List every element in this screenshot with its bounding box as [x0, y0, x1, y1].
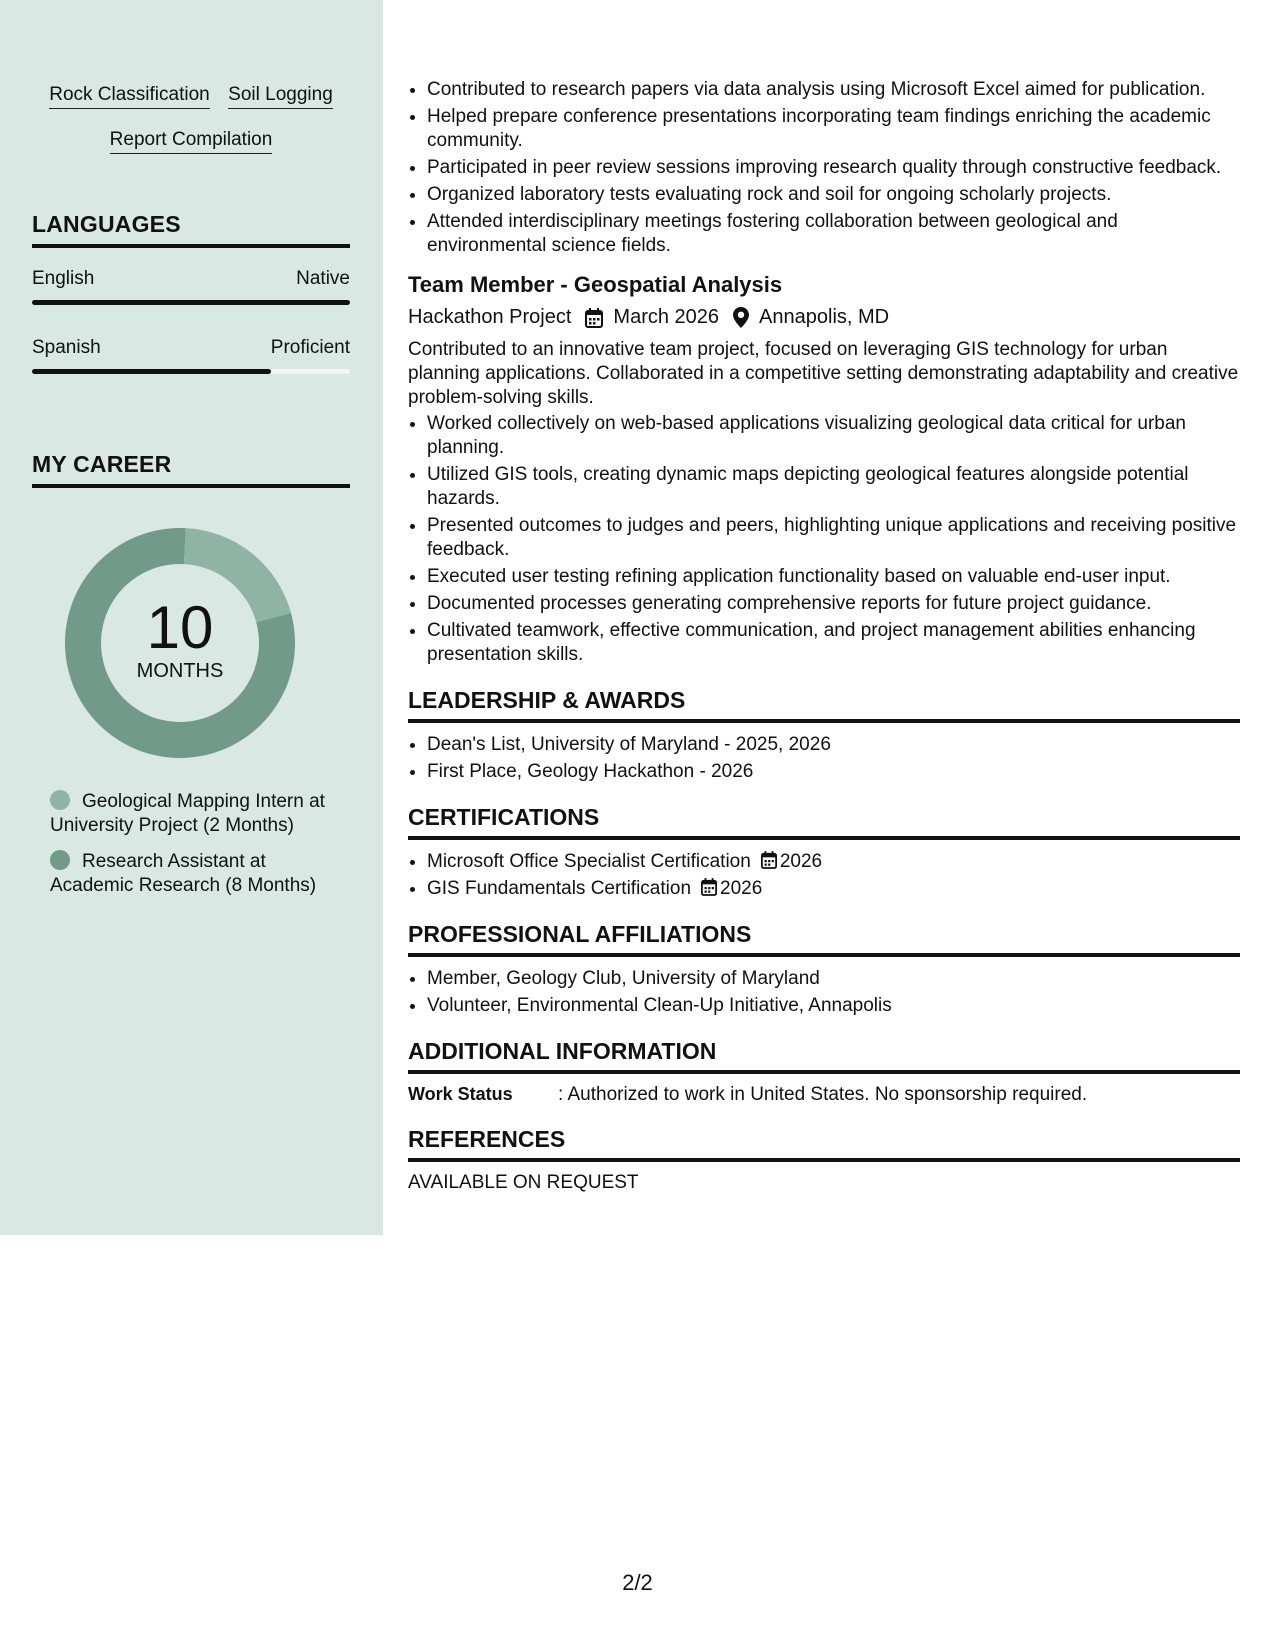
certification-year	[701, 878, 762, 899]
list-item: • Contributed to research papers via data analysis using Microsoft Excel aimed for publication.	[427, 78, 1240, 102]
list-item: • Documented processes generating comprehensive reports for future project guidance.	[427, 592, 1240, 616]
work-status-label: Work Status	[408, 1084, 513, 1104]
job-location: Annapolis, MD	[759, 306, 890, 328]
language-bar-fill	[32, 369, 271, 374]
legend-label: Research Assistant at Academic Research (8 Months)	[50, 851, 317, 896]
certification-name: GIS Fundamentals Certification	[427, 878, 692, 899]
list-item: • Dean's List, University of Maryland - 2025, 2026	[427, 733, 1240, 757]
calendar-icon	[585, 308, 603, 328]
skill-tag: Report Compilation	[110, 129, 273, 154]
certifications-list	[408, 850, 1240, 901]
job-title: Team Member - Geospatial Analysis	[408, 272, 783, 297]
list-item: • Executed user testing refining application functionality based on valuable end-user input.	[427, 565, 1240, 589]
certification-item	[427, 850, 1240, 874]
location-pin-icon	[733, 307, 749, 328]
language-name: English	[32, 268, 95, 289]
language-item	[32, 337, 350, 374]
affiliations-list	[408, 967, 1240, 1018]
certification-name: Microsoft Office Specialist Certification	[427, 851, 751, 872]
work-status-row	[408, 1084, 1240, 1106]
legend-item	[50, 790, 350, 838]
language-bar	[32, 300, 350, 305]
career-unit: MONTHS	[136, 659, 224, 682]
career-donut-chart	[65, 528, 295, 758]
language-item	[32, 268, 350, 305]
career-legend	[50, 790, 350, 910]
main-content	[408, 78, 1240, 1194]
references-text: AVAILABLE ON REQUEST	[408, 1172, 639, 1193]
legend-label: Geological Mapping Intern at University Project (2 Months)	[50, 791, 325, 836]
list-item: • Cultivated teamwork, effective communication, and project management abilities enhancing presentation skills.	[427, 619, 1240, 667]
affiliations-heading: PROFESSIONAL AFFILIATIONS	[408, 921, 1240, 957]
certifications-heading: CERTIFICATIONS	[408, 804, 1240, 840]
sidebar	[0, 0, 383, 1235]
additional-info-heading: ADDITIONAL INFORMATION	[408, 1038, 1240, 1074]
references-heading: REFERENCES	[408, 1126, 1240, 1162]
page-number: 2/2	[622, 1570, 653, 1595]
list-item: • Helped prepare conference presentations incorporating team findings enriching the academic community.	[427, 105, 1240, 153]
job-meta	[408, 306, 1240, 329]
list-item: • Volunteer, Environmental Clean-Up Initiative, Annapolis	[427, 994, 1240, 1018]
list-item: • Utilized GIS tools, creating dynamic maps depicting geological features alongside potential hazards.	[427, 463, 1240, 511]
skills-list	[32, 84, 350, 174]
language-bar-fill	[32, 300, 350, 305]
certification-year-text: 2026	[720, 878, 763, 899]
calendar-icon	[701, 878, 717, 896]
language-name: Spanish	[32, 337, 101, 358]
leadership-heading: LEADERSHIP & AWARDS	[408, 687, 1240, 723]
list-item: • Organized laboratory tests evaluating rock and soil for ongoing scholarly projects.	[427, 183, 1240, 207]
list-item: • Worked collectively on web-based applications visualizing geological data critical for urban planning.	[427, 412, 1240, 460]
leadership-list	[408, 733, 1240, 784]
language-bar	[32, 369, 350, 374]
legend-dot	[50, 790, 70, 810]
certification-item	[427, 877, 1240, 901]
list-item: • Attended interdisciplinary meetings fostering collaboration between geological and environmental science fields.	[427, 210, 1240, 258]
calendar-icon	[761, 851, 777, 869]
legend-item	[50, 850, 350, 898]
job-bullets	[408, 412, 1240, 667]
legend-dot	[50, 850, 70, 870]
list-item: • First Place, Geology Hackathon - 2026	[427, 760, 1240, 784]
certification-year-text: 2026	[779, 851, 823, 872]
languages-heading: LANGUAGES	[32, 211, 350, 248]
job-date: March 2026	[613, 306, 720, 328]
donut-center	[65, 528, 295, 758]
list-item: • Member, Geology Club, University of Maryland	[427, 967, 1240, 991]
skill-tag: Rock Classification	[49, 84, 210, 109]
work-status-value: : Authorized to work in United States. No sponsorship required.	[558, 1084, 1088, 1105]
language-level: Proficient	[270, 337, 350, 358]
skill-tag: Soil Logging	[228, 84, 333, 109]
list-item: • Participated in peer review sessions improving research quality through constructive feedback.	[427, 156, 1240, 180]
experience-bullets	[408, 78, 1240, 258]
list-item: • Presented outcomes to judges and peers, highlighting unique applications and receiving positive feedback.	[427, 514, 1240, 562]
career-total: 10	[146, 593, 214, 661]
career-heading: MY CAREER	[32, 451, 350, 488]
language-level: Native	[296, 268, 350, 289]
certification-year	[761, 851, 822, 872]
job-org: Hackathon Project	[408, 306, 572, 328]
job-description: Contributed to an innovative team project, focused on leveraging GIS technology for urban planning applications. Collaborated in a competitive setting demonstrating adaptability and creative problem-solving skills.	[408, 339, 1239, 408]
